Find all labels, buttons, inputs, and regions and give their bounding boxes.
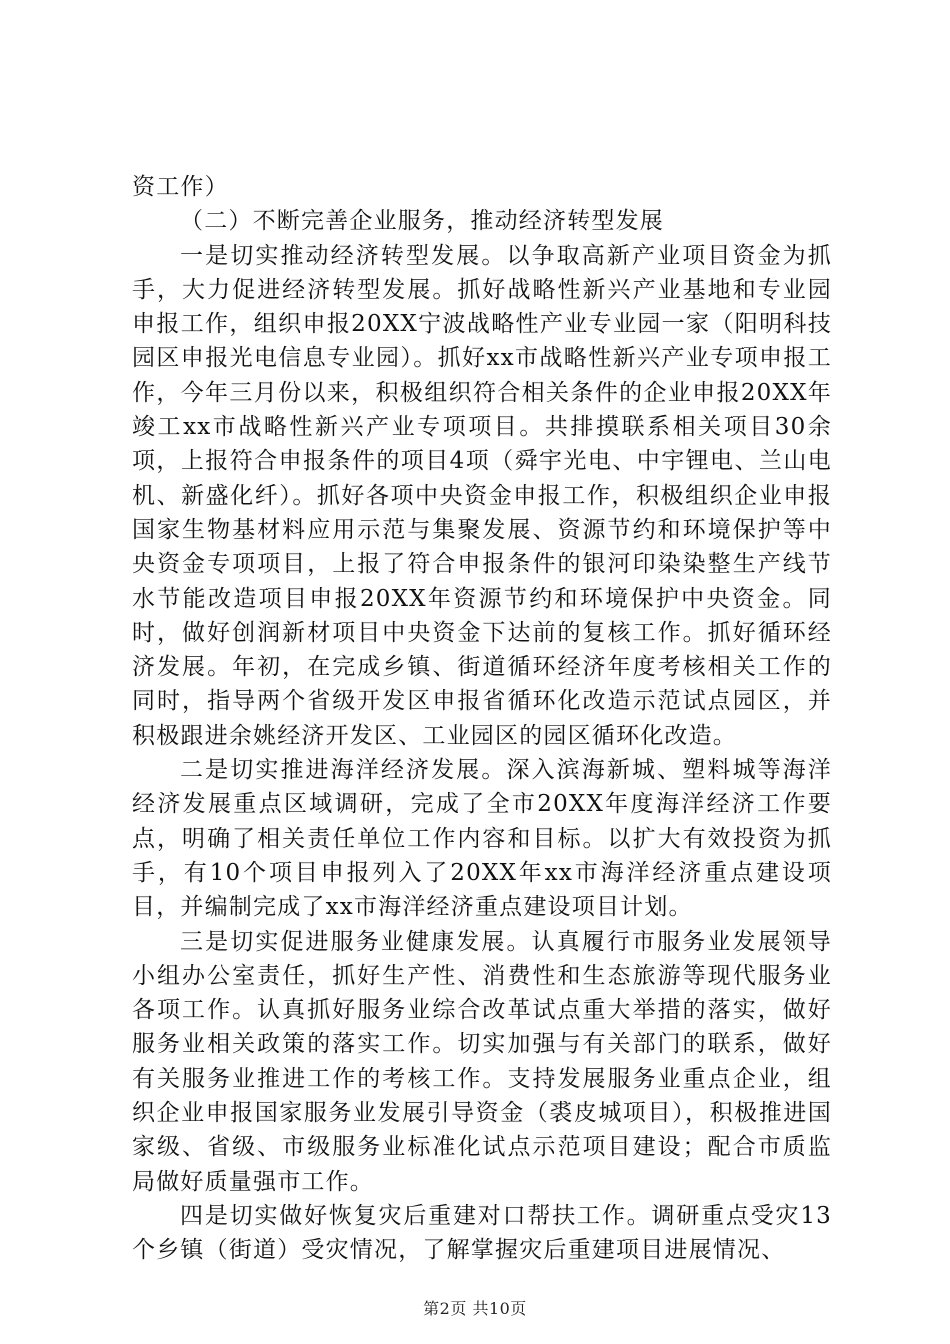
paragraph-disaster-reconstruction: 四是切实做好恢复灾后重建对口帮扶工作。调研重点受灾13个乡镇（街道）受灾情况，了解掌握灾后重建项目进展情况、 [132, 1202, 832, 1264]
paragraph-service-industry: 三是切实促进服务业健康发展。认真履行市服务业发展领导小组办公室责任，抓好生产性、消费性和生态旅游等现代服务业各项工作。认真抓好服务业综合改革试点重大举措的落实，做好服务业相关政策的落实工作。切实加强与有关部门的联系，做好有关服务业推进工作的考核工作。支持发展服务业重点企业，组织企业申报国家服务业发展引导资金（裘皮城项目），积极推进国家级、省级、市级服务业标准化试点示范项目建设；配合市质监局做好质量强市工作。 [132, 928, 832, 1195]
paragraph-continuation: 资工作） [132, 174, 229, 200]
document-body [132, 170, 832, 1268]
paragraph-marine-economy: 二是切实推进海洋经济发展。深入滨海新城、塑料城等海洋经济发展重点区域调研，完成了全市20XX年度海洋经济工作要点，明确了相关责任单位工作内容和目标。以扩大有效投资为抓手，有10个项目申报列入了20XX年xx市海洋经济重点建设项目，并编制完成了xx市海洋经济重点建设项目计划。 [132, 757, 832, 921]
section-heading: （二）不断完善企业服务，推动经济转型发展 [180, 208, 664, 235]
page-footer: 第2页 共10页 [423, 1299, 527, 1318]
paragraph-economic-transformation: 一是切实推动经济转型发展。以争取高新产业项目资金为抓手，大力促进经济转型发展。抓好战略性新兴产业基地和专业园申报工作，组织申报20XX宁波战略性产业专业园一家（阳明科技园区申报光电信息专业园）。抓好xx市战略性新兴产业专项申报工作，今年三月份以来，积极组织符合相关条件的企业申报20XX年竣工xx市战略性新兴产业专项项目。共排摸联系相关项目30余项，上报符合申报条件的项目4项（舜宇光电、中宇锂电、兰山电机、新盛化纤）。抓好各项中央资金申报工作，积极组织企业申报国家生物基材料应用示范与集聚发展、资源节约和环境保护等中央资金专项项目，上报了符合申报条件的银河印染染整生产线节水节能改造项目申报20XX年资源节约和环境保护中央资金。同时，做好创润新材项目中央资金下达前的复核工作。抓好循环经济发展。年初，在完成乡镇、街道循环经济年度考核相关工作的同时，指导两个省级开发区申报省循环化改造示范试点园区，并积极跟进余姚经济开发区、工业园区的园区循环化改造。 [132, 242, 832, 749]
